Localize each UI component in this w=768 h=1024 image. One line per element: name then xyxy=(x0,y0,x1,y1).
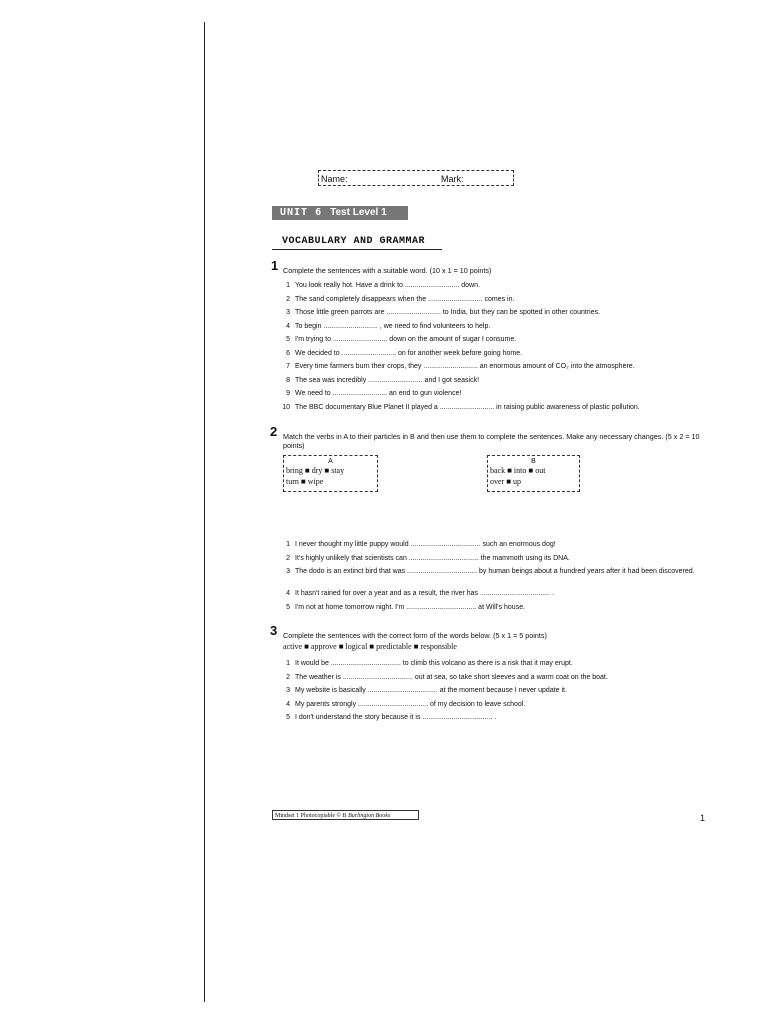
name-mark-box xyxy=(318,170,514,186)
item-number: 1 xyxy=(286,660,290,667)
item-number: 2 xyxy=(286,673,290,681)
item-text: My website is basically .................................... at the moment because I never update it. xyxy=(295,687,567,694)
item-number: 7 xyxy=(286,363,290,370)
verbs-box-a xyxy=(283,455,378,492)
box-b-row: over ■ up xyxy=(490,477,522,486)
item-number: 3 xyxy=(286,568,290,575)
item-text: The BBC documentary Blue Planet II played a ............................ in raising public awareness of plastic pollution. xyxy=(295,403,640,411)
item-number: 3 xyxy=(286,309,290,316)
item-number: 2 xyxy=(286,295,290,303)
section-underline xyxy=(272,249,442,250)
item-text: I don't understand the story because it is .................................... . xyxy=(295,714,497,721)
page-number: 1 xyxy=(700,813,706,823)
item-text: The sea was incredibly ............................ and I got seasick! xyxy=(295,376,480,384)
exercise-3-word-bank: active ■ approve ■ logical ■ predictable ■ responsible xyxy=(283,642,457,651)
item-number: 5 xyxy=(286,336,290,343)
box-b-row: back ■ into ■ out xyxy=(490,466,546,475)
item-text: It would be .................................... to climb this volcano as there is a risk that it may erupt. xyxy=(295,660,573,667)
margin-line xyxy=(204,22,205,1002)
item-number: 4 xyxy=(286,700,290,708)
item-text: I'm trying to ............................ down on the amount of sugar I consume. xyxy=(295,336,517,343)
item-text: Every time farmers burn their crops, they ............................ an enormous amount of CO₂ into the atmosphere. xyxy=(295,363,635,370)
item-text: We need to ............................ an end to gun violence! xyxy=(295,390,462,397)
item-number: 4 xyxy=(286,590,290,597)
item-number: 10 xyxy=(282,403,290,411)
item-number: 9 xyxy=(286,390,290,397)
exercise-2-number: 2 xyxy=(270,424,278,439)
item-number: 6 xyxy=(286,349,290,357)
name-label: Name: xyxy=(321,174,348,184)
box-a-heading: A xyxy=(328,458,333,465)
item-text: To begin ............................ , we need to find volunteers to help. xyxy=(295,322,491,330)
exercise-3-instruction: Complete the sentences with the correct form of the words below. (5 x 1 = 5 points) xyxy=(283,631,547,640)
item-number: 5 xyxy=(286,603,290,611)
publisher-name: Burlington Books xyxy=(348,813,391,819)
exercise-1-instruction: Complete the sentences with a suitable word. (10 x 1 = 10 points) xyxy=(283,266,492,275)
section-title: VOCABULARY AND GRAMMAR xyxy=(282,236,426,247)
item-number: 4 xyxy=(286,322,290,330)
item-text: The sand completely disappears when the ............................ comes in. xyxy=(295,295,515,303)
item-number: 1 xyxy=(286,541,290,548)
exercise-2-instruction: Match the verbs in A to their particles in B and then use them to complete the sentences. Make any necessary changes. (5 x 2 = 10 points) xyxy=(283,432,700,450)
exercise-1-number: 1 xyxy=(271,258,279,273)
item-text: We decided to ............................ on for another week before going home. xyxy=(295,349,523,357)
box-a-row: turn ■ wipe xyxy=(286,477,324,486)
item-text: I'm not at home tomorrow night. I'm .................................... at Will's house. xyxy=(295,603,526,611)
exercise-3-number: 3 xyxy=(270,623,278,638)
box-a-row: bring ■ dry ■ stay xyxy=(286,466,345,475)
item-number: 3 xyxy=(286,687,290,694)
unit-banner xyxy=(272,206,408,220)
copyright-text: Mindset 1 Photocopiable © B xyxy=(275,813,347,819)
particles-box-b xyxy=(487,455,580,492)
item-text: Those little green parrots are ............................ to India, but they can be spotted in other countries. xyxy=(295,309,601,316)
item-number: 5 xyxy=(286,714,290,721)
box-b-heading: B xyxy=(531,458,536,465)
item-text: The weather is .................................... out at sea, so take short sleeves and a warm coat on the boat. xyxy=(295,673,608,681)
item-number: 1 xyxy=(286,282,290,289)
item-number: 8 xyxy=(286,376,290,384)
item-text: It hasn't rained for over a year and as a result, the river has .................................... . xyxy=(295,590,554,597)
unit-label: UNIT 6 xyxy=(280,207,323,218)
item-text: It's highly unlikely that scientists can .................................... the mammoth using its DNA. xyxy=(295,554,570,562)
item-text: My parents strongly .................................... of my decision to leave school. xyxy=(295,700,526,708)
item-text: The dodo is an extinct bird that was .................................... by human beings about a hundred years after it had been discovered. xyxy=(295,568,695,575)
item-text: I never thought my little puppy would .................................... such an enormous dog! xyxy=(295,541,556,548)
item-number: 2 xyxy=(286,554,290,562)
mark-label: Mark: xyxy=(441,174,464,184)
copyright-footer xyxy=(272,810,419,820)
item-text: You look really hot. Have a drink to ............................ down. xyxy=(295,282,480,289)
test-level-label: Test Level 1 xyxy=(330,207,387,218)
